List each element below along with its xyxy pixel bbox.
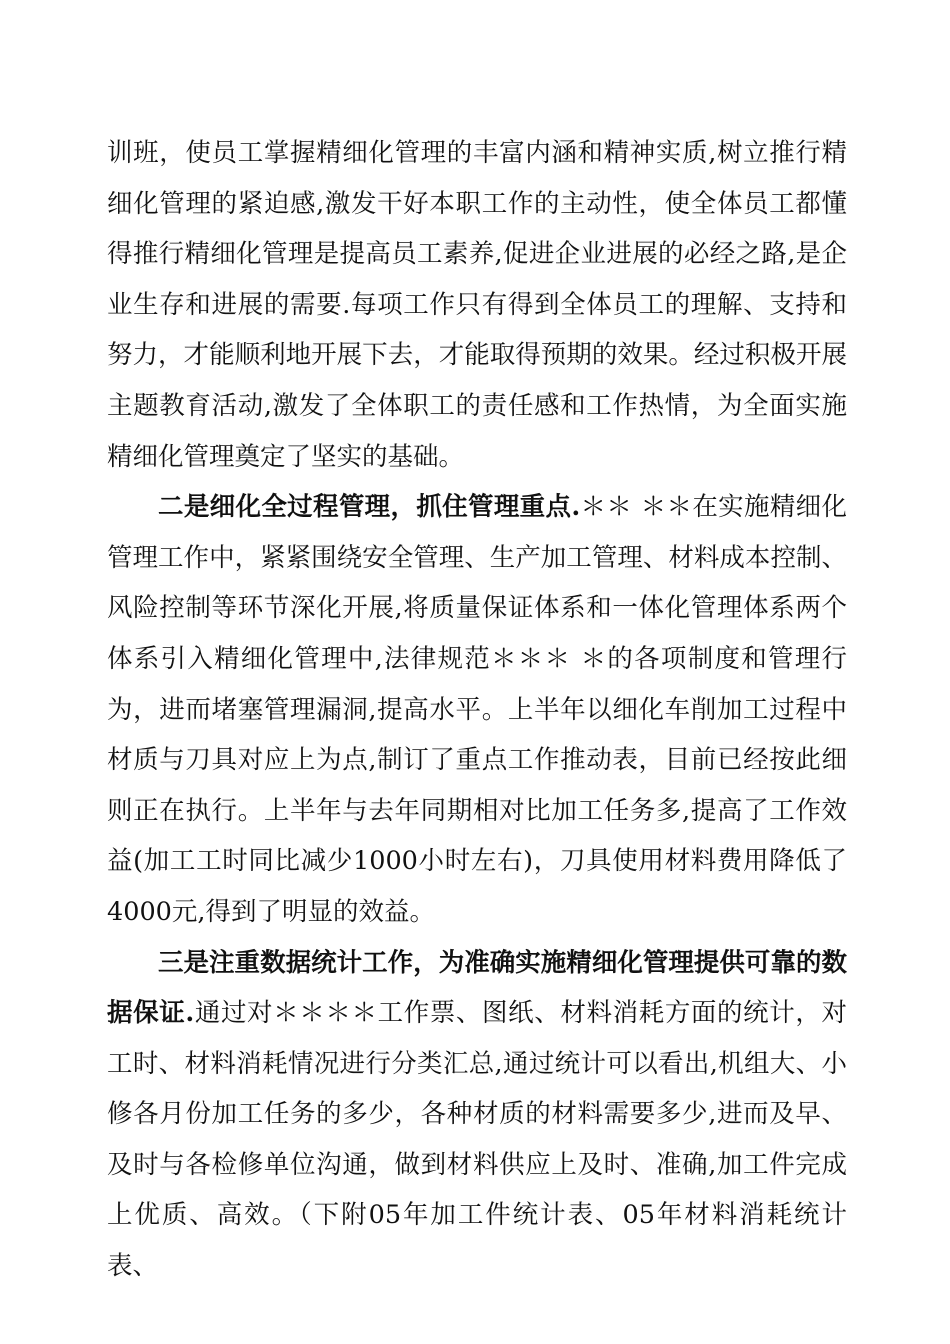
paragraph-process-management: [107, 482, 847, 937]
paragraph-data-statistics-text: 通过对＊＊＊＊工作票、图纸、材料消耗方面的统计，对工时、材料消耗情况进行分类汇总,通过统计可以看出,机组大、小修各月份加工任务的多少，各种材质的材料需要多少,进而及早、及时与各检修单位沟通，做到材料供应上及时、准确,加工件完成上优质、高效。（下附05年加工件统计表、05年材料消耗统计表、: [107, 998, 847, 1282]
paragraph-training-text: 训班，使员工掌握精细化管理的丰富内涵和精神实质,树立推行精细化管理的紧迫感,激发干好本职工作的主动性，使全体员工都懂得推行精细化管理是提高员工素养,促进企业进展的必经之路,是企业生存和进展的需要.每项工作只有得到全体员工的理解、支持和努力，才能顺利地开展下去，才能取得预期的效果。经过积极开展主题教育活动,激发了全体职工的责任感和工作热情，为全面实施精细化管理奠定了坚实的基础。: [107, 138, 847, 472]
document-body: [107, 128, 847, 1292]
paragraph-training: [107, 128, 847, 482]
paragraph-data-statistics-heading: 三是注重数据统计工作，为准确实施精细化管理提供可靠的数据保证.: [107, 947, 847, 1029]
paragraph-process-management-text: ＊＊ ＊＊在实施精细化管理工作中，紧紧围绕安全管理、生产加工管理、材料成本控制、风险控制等环节深化开展,将质量保证体系和一体化管理体系两个体系引入精细化管理中,法律规范＊＊＊ ＊的各项制度和管理行为，进而堵塞管理漏洞,提高水平。上半年以细化车削加工过程中材质与刀具对应上为点,制订了重点工作推动表，目前已经按此细则正在执行。上半年与去年同期相对比加工任务多,提高了工作效益(加工工时同比减少1000小时左右)，刀具使用材料费用降低了4000元,得到了明显的效益。: [107, 492, 847, 927]
paragraph-data-statistics: [107, 938, 847, 1292]
paragraph-process-management-heading: 二是细化全过程管理，抓住管理重点.: [158, 492, 581, 523]
